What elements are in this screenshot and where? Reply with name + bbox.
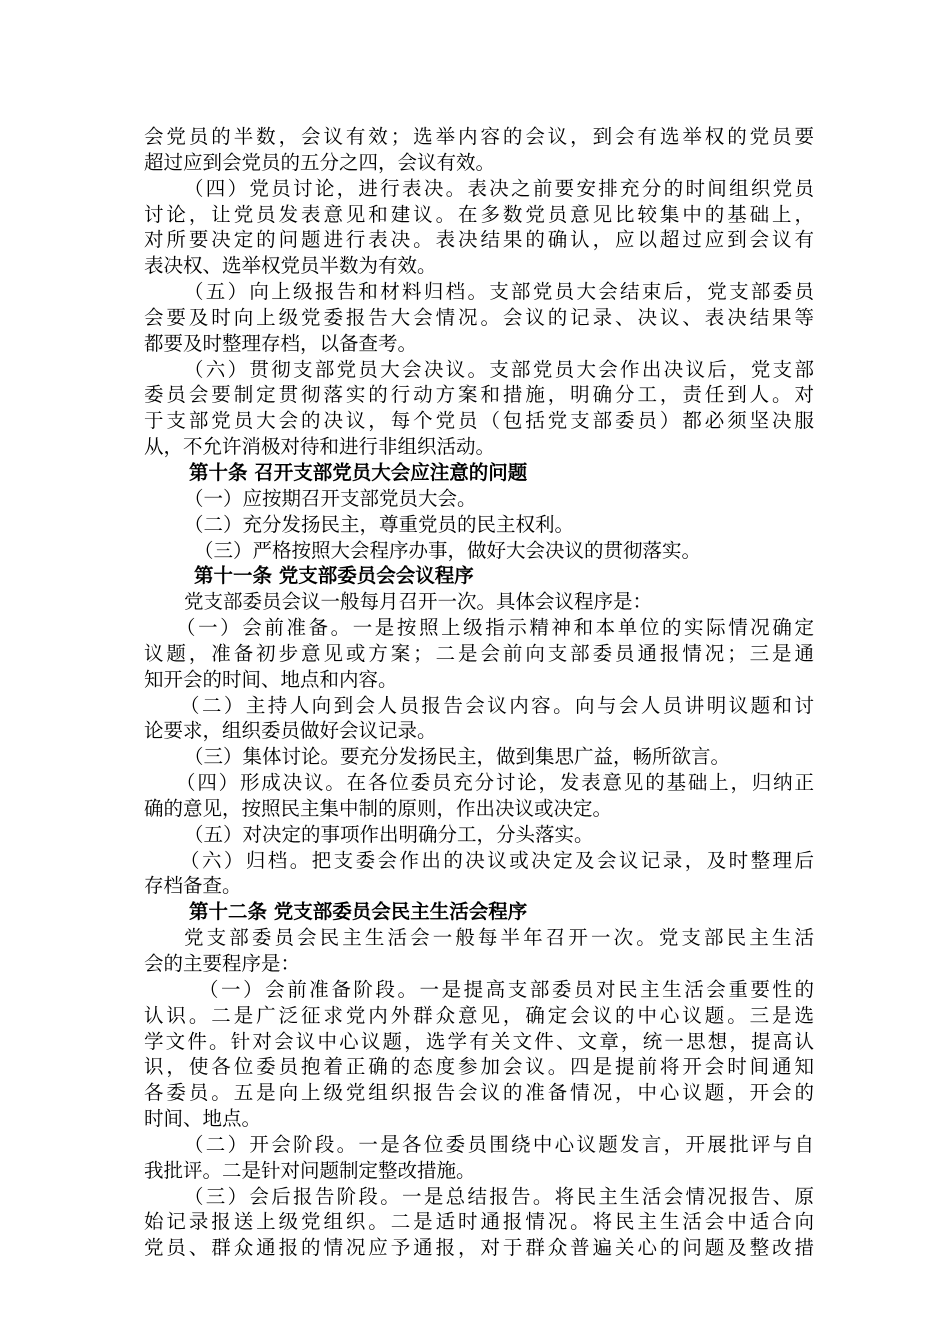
paragraph-line: 知开会的时间、地点和内容。 bbox=[144, 667, 398, 691]
document-page bbox=[144, 124, 814, 1261]
paragraph-line: （一）应按期召开支部党员大会。 bbox=[184, 486, 477, 510]
paragraph-line: （二）主持人向到会人员报告会议内容。向与会人员讲明议题和讨 bbox=[180, 693, 814, 717]
paragraph-line: 对所要决定的问题进行表决。表决结果的确认，应以超过应到会议有 bbox=[144, 228, 814, 252]
paragraph-line: 学文件。针对会议中心议题，选学有关文件、文章，统一思想，提高认 bbox=[144, 1029, 814, 1053]
paragraph-line: （五）对决定的事项作出明确分工，分头落实。 bbox=[184, 822, 594, 846]
paragraph-line: 从，不允许消极对待和进行非组织活动。 bbox=[144, 435, 496, 459]
paragraph-line: 表决权、选举权党员半数为有效。 bbox=[144, 254, 437, 278]
paragraph-line: 各委员。五是向上级党组织报告会议的准备情况，中心议题，开会的 bbox=[144, 1081, 814, 1105]
paragraph-line: 于支部党员大会的决议，每个党员（包括党支部委员）都必须坚决服 bbox=[144, 409, 814, 433]
paragraph-line: 时间、地点。 bbox=[144, 1107, 262, 1131]
paragraph-line: 党支部委员会民主生活会一般每半年召开一次。党支部民主生活 bbox=[184, 926, 814, 950]
paragraph-line: （四）形成决议。在各位委员充分讨论，发表意见的基础上，归纳正 bbox=[176, 771, 814, 795]
paragraph-line: 党支部委员会议一般每月召开一次。具体会议程序是： bbox=[184, 590, 653, 614]
paragraph-line: 讨论，让党员发表意见和建议。在多数党员意见比较集中的基础上， bbox=[144, 202, 814, 226]
paragraph-line: 委员会要制定贯彻落实的行动方案和措施，明确分工，责任到人。对 bbox=[144, 383, 814, 407]
paragraph-line: 议题，准备初步意见或方案；二是会前向支部委员通报情况；三是通 bbox=[144, 641, 814, 665]
article-heading: 第十二条 党支部委员会民主生活会程序 bbox=[189, 900, 528, 924]
paragraph-line: （一）会前准备阶段。一是提高支部委员对民主生活会重要性的 bbox=[199, 977, 814, 1001]
paragraph-line: 会的主要程序是： bbox=[144, 952, 301, 975]
paragraph-line: 论要求，组织委员做好会议记录。 bbox=[144, 719, 437, 743]
paragraph-line: 都要及时整理存档，以备查考。 bbox=[144, 331, 418, 355]
paragraph-line: 确的意见，按照民主集中制的原则，作出决议或决定。 bbox=[144, 796, 613, 820]
paragraph-line: 存档备查。 bbox=[144, 874, 242, 898]
paragraph-line: 会要及时向上级党委报告大会情况。会议的记录、决议、表决结果等 bbox=[144, 305, 814, 329]
paragraph-line: 会党员的半数，会议有效；选举内容的会议，到会有选举权的党员要 bbox=[144, 125, 814, 148]
paragraph-line: 超过应到会党员的五分之四，会议有效。 bbox=[144, 150, 496, 174]
paragraph-line: 识，使各位委员抱着正确的态度参加会议。四是提前将开会时间通知 bbox=[144, 1055, 814, 1079]
paragraph-line: （一）会前准备。一是按照上级指示精神和本单位的实际情况确定 bbox=[176, 616, 814, 640]
paragraph-line: 始记录报送上级党组织。二是适时通报情况。将民主生活会中适合向 bbox=[144, 1210, 814, 1234]
paragraph-line: （四）党员讨论，进行表决。表决之前要安排充分的时间组织党员 bbox=[184, 176, 814, 200]
paragraph-line: 我批评。二是针对问题制定整改措施。 bbox=[144, 1158, 476, 1182]
paragraph-line: （三）集体讨论。要充分发扬民主，做到集思广益，畅所欲言。 bbox=[184, 745, 731, 769]
paragraph-line: （三）会后报告阶段。一是总结报告。将民主生活会情况报告、原 bbox=[184, 1184, 814, 1208]
paragraph-line: （五）向上级报告和材料归档。支部党员大会结束后，党支部委员 bbox=[184, 280, 814, 304]
paragraph-line: 党员、群众通报的情况应予通报，对于群众普遍关心的问题及整改措 bbox=[144, 1236, 814, 1260]
paragraph-line: 认识。二是广泛征求党内外群众意见，确定会议的中心议题。三是选 bbox=[144, 1003, 814, 1027]
article-heading: 第十条 召开支部党员大会应注意的问题 bbox=[189, 460, 528, 484]
paragraph-line: （二）充分发扬民主，尊重党员的民主权利。 bbox=[184, 512, 575, 536]
article-heading: 第十一条 党支部委员会会议程序 bbox=[194, 564, 474, 588]
paragraph-line: （六）贯彻支部党员大会决议。支部党员大会作出决议后，党支部 bbox=[184, 357, 814, 381]
paragraph-line: （二）开会阶段。一是各位委员围绕中心议题发言，开展批评与自 bbox=[184, 1132, 814, 1156]
paragraph-line: （六）归档。把支委会作出的决议或决定及会议记录，及时整理后 bbox=[180, 848, 814, 872]
paragraph-line: （三）严格按照大会程序办事，做好大会决议的贯彻落实。 bbox=[194, 538, 702, 562]
